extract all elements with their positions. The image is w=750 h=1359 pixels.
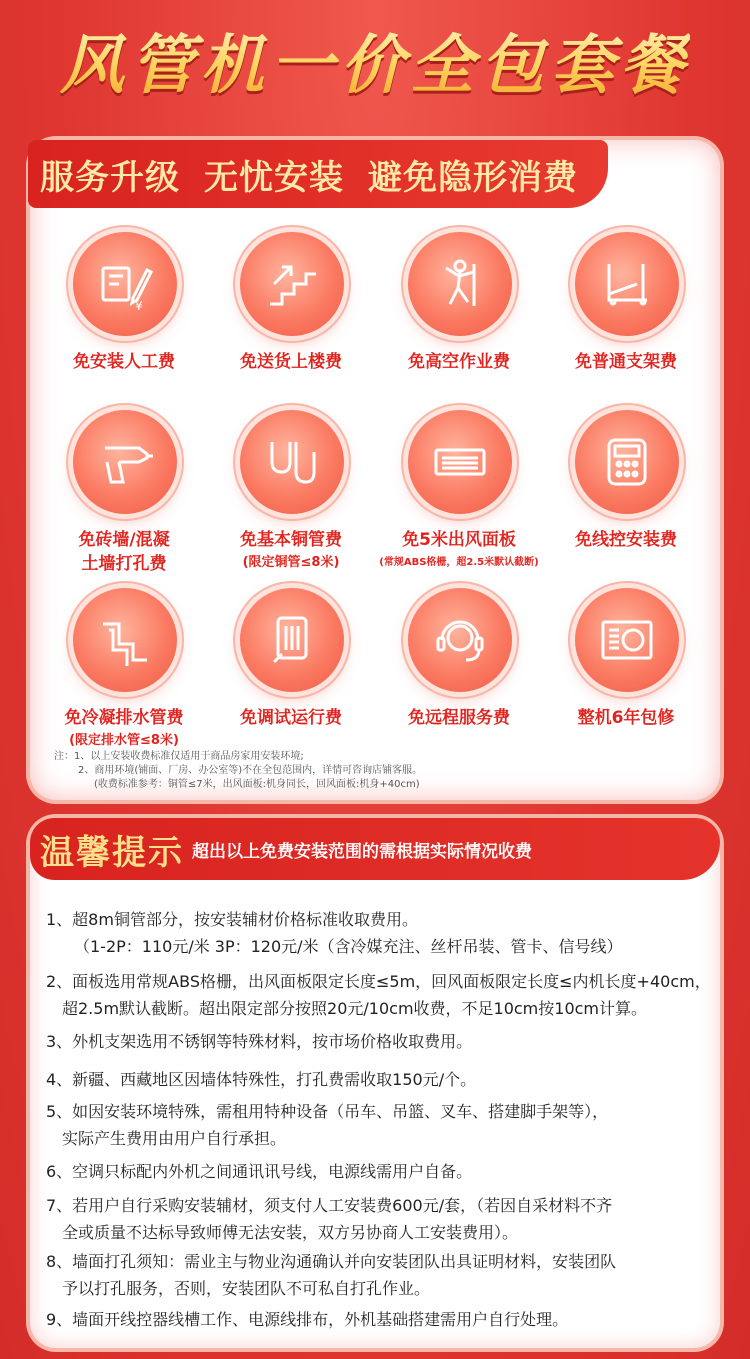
service-label (207, 528, 375, 574)
climber-icon (408, 232, 512, 336)
service-label: 免远程服务费 (408, 708, 510, 728)
tips-subtitle: 超出以上免费安装范围的需根据实际情况收费 (192, 841, 532, 862)
debug-icon (240, 588, 344, 692)
service-label: 免高空作业费 (408, 352, 510, 372)
service-label (40, 706, 208, 752)
service-label (40, 528, 208, 576)
service-slogan-1: 服务升级 (40, 157, 180, 198)
title-banner (0, 0, 750, 120)
tip-line: 5、如因安装环境特殊，需租用特种设备（吊车、吊篮、叉车、搭建脚手架等）， (46, 1102, 609, 1121)
service-label-line2: 土墙打孔费 (81, 554, 167, 574)
note-line: 注：1、以上安装收费标准仅适用于商品房家用安装环境; (54, 751, 304, 762)
tip-item (46, 1192, 726, 1246)
tip-line: 超2.5m默认截断。超出限定部分按照20元/10cm收费，不足10cm按10cm计算。 (62, 999, 648, 1018)
tip-line: 2、面板选用常规ABS格栅，出风面板限定长度≤5m，回风面板限定长度≤内机长度+40cm， (46, 972, 711, 991)
tip-line: 实际产生费用由用户自行承担。 (62, 1129, 287, 1148)
tip-item (46, 1158, 726, 1185)
tip-line: 1、超8m铜管部分，按安装辅材价格标准收取费用。 (46, 910, 418, 929)
note-line: 2、商用环境(铺面、厂房、办公室等)不在全包范围内，详情可咨询店铺客服。 (78, 765, 423, 776)
tip-line: 7、若用户自行采购安装辅材，须支付人工安装费600元/套，（若因自采材料不齐 (46, 1196, 613, 1215)
service-label: 免线控安装费 (575, 530, 677, 550)
service-label-line1: 免砖墙/混凝 (78, 530, 170, 550)
service-label: 免送货上楼费 (240, 352, 342, 372)
tip-line: 8、墙面打孔须知：需业主与物业沟通确认并向安装团队出具证明材料，安装团队 (46, 1252, 617, 1271)
service-label: 免调试运行费 (240, 708, 342, 728)
tip-item (46, 1098, 726, 1152)
tip-item (46, 1248, 726, 1302)
service-label-note: (限定排水管≤8米) (69, 733, 179, 748)
service-label: 免普通支架费 (575, 352, 677, 372)
service-label: 免安装人工费 (73, 352, 175, 372)
stairs-icon (240, 232, 344, 336)
tips-title: 温馨提示 (40, 832, 184, 873)
note-line: (收费标准参考：铜管≤7米，出风面板:机身同长，回风面板:机身+40cm) (94, 779, 420, 790)
tip-item (46, 1066, 726, 1093)
tip-line: 予以打孔服务，否则，安装团队不可私自打孔作业。 (62, 1279, 431, 1298)
service-label-note: (限定铜管≤8米) (242, 555, 340, 570)
tip-line: （1-2P：110元/米 3P：120元/米（含冷媒充注、丝杆吊装、管卡、信号线） (74, 937, 623, 956)
tip-line: 4、新疆、西藏地区因墙体特殊性，打孔费需收取150元/个。 (46, 1070, 477, 1089)
controller-icon (575, 410, 679, 514)
service-label-main: 免5米出风面板 (402, 530, 516, 550)
service-label-main: 免冷凝排水管费 (64, 708, 184, 728)
pipe-icon (240, 410, 344, 514)
tip-line: 9、墙面开线控器线槽工作、电源线排布，外机基础搭建需用户自行处理。 (46, 1310, 569, 1329)
service-slogan-3: 避免隐形消费 (368, 157, 578, 198)
tips-banner (30, 818, 720, 880)
bracket-icon (575, 232, 679, 336)
tip-item (46, 968, 726, 1022)
tip-line: 全或质量不达标导致师傅无法安装，双方另协商人工安装费用）。 (62, 1223, 519, 1242)
svg-text:¥: ¥ (135, 299, 143, 313)
service-banner (28, 140, 608, 208)
service-slogan-2: 无忧安装 (204, 157, 344, 198)
tip-item (46, 1306, 726, 1333)
service-label-note: (常规ABS格栅，超2.5米默认截断) (379, 557, 539, 568)
headset-icon (408, 588, 512, 692)
outdoor-unit-icon (575, 588, 679, 692)
service-label: 整机6年包修 (577, 708, 675, 728)
tip-line: 6、空调只标配内外机之间通讯讯号线，电源线需用户自备。 (46, 1162, 473, 1181)
pencil-yuan-icon (73, 232, 177, 336)
service-label (375, 528, 543, 574)
tip-item (46, 1028, 726, 1055)
tip-line: 3、外机支架选用不锈钢等特殊材料，按市场价格收取费用。 (46, 1032, 473, 1051)
page-title: 风管机一价全包套餐 (60, 14, 690, 106)
service-label-main: 免基本铜管费 (240, 530, 342, 550)
vent-panel-icon (408, 410, 512, 514)
tip-item (46, 906, 726, 960)
notes (54, 750, 694, 792)
drain-pipe-icon (73, 588, 177, 692)
drill-icon (73, 410, 177, 514)
